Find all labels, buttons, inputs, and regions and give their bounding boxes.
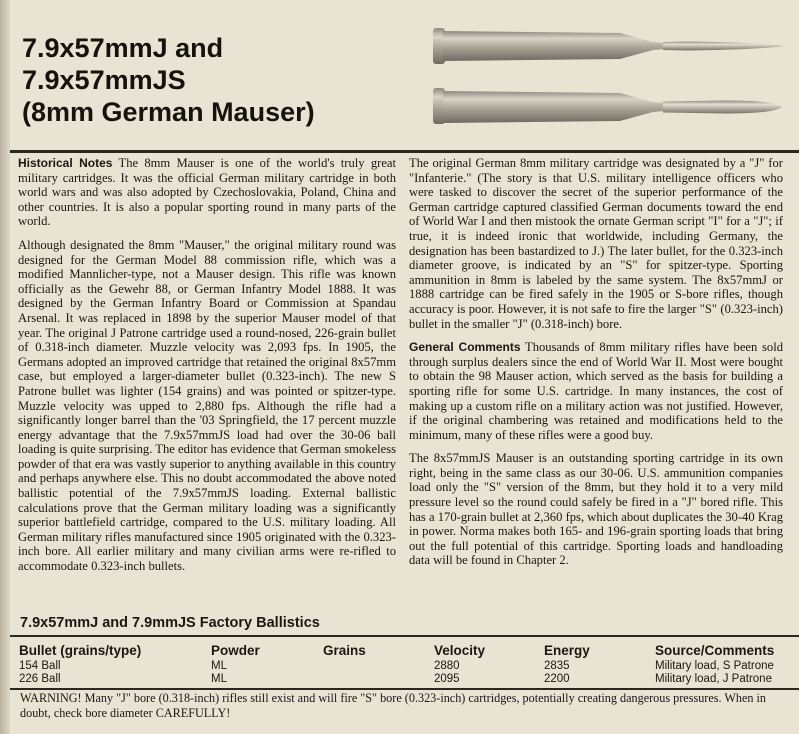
cell-powder: ML [211, 659, 227, 672]
general-comments-heading: General Comments [409, 340, 521, 355]
cell-grains [323, 659, 434, 673]
cell-energy: 2835 [544, 659, 570, 672]
title-line-1: 7.9x57mmJ and [22, 33, 224, 63]
cell-velocity: 2095 [434, 673, 460, 686]
cell-source: Military load, J Patrone [655, 673, 772, 686]
ballistics-bottom-rule [10, 688, 799, 690]
col-header-source: Source/Comments [655, 642, 775, 658]
cell-bullet: 226 Ball [19, 673, 61, 686]
left-column [18, 153, 396, 583]
ballistics-title: 7.9x57mmJ and 7.9mmJS Factory Ballistics [20, 615, 320, 631]
general-comments-text: Thousands of 8mm military rifles have been sold through surplus dealers since the end of World War II. Most were bought to obtain the 98 Mauser action, which served as the basis for building a sporting rifle for some U.S. cartridge. In many instances, the cost of making up a custom rifle on a military action was not justified. However, if the original chambering was retained and modifications held to the minimum, many of these rifles were a good buy. [409, 340, 783, 442]
cell-energy: 2200 [544, 673, 570, 686]
spitzer-cartridge [433, 28, 785, 64]
title-line-2: 7.9x57mmJS [22, 65, 186, 95]
warning-note: WARNING! Many "J" bore (0.318-inch) rifles still exist and will fire "S" bore (0.323-inch) cartridges, potentially creating dangerous pressures. When in doubt, check bore diameter CAREFULLY! [20, 691, 766, 720]
ballistics-top-rule [10, 635, 799, 637]
table-row [10, 673, 799, 687]
cell-powder: ML [211, 673, 227, 686]
col-header-bullet: Bullet (grains/type) [19, 642, 142, 658]
title-line-3: (8mm German Mauser) [22, 97, 315, 127]
right-column [409, 153, 783, 577]
col-header-grains: Grains [323, 642, 366, 658]
historical-notes-paragraph [18, 156, 396, 229]
round-nose-cartridge [433, 88, 782, 124]
general-comments-paragraph [409, 340, 783, 442]
col-header-velocity: Velocity [434, 642, 486, 658]
cell-grains [323, 673, 434, 687]
historical-notes-text: The 8mm Mauser is one of the world's truly great military cartridges. It was the official German military cartridge in both world wars and was also adopted by Czechoslovakia, Poland, China and other countries. It is also a popular sporting round in many parts of the world. [18, 156, 396, 229]
page-header [10, 0, 799, 150]
cartridge-photo [425, 14, 795, 144]
ballistics-header-row [10, 641, 799, 659]
cell-bullet: 154 Ball [19, 659, 61, 672]
designation-paragraph: The original German 8mm military cartridge was designated by a "J" for "Infanterie." (The story is that U.S. military intelligence officers who were tasked to discover the secret of the superior performance of the German cartridge captured classified German documents toward the end of World War I and then mistook the ornate German script "I" for a "J"; if true, it is indeed ironic that worldwide, including Germany, the designation has been bastardized to J.) The later bullet, for the 0.323-inch diameter groove, is indicated by an "S" for spitzer-type. Sporting ammunition in 8mm is labeled by the same system. The 8x57mmJ or 1888 cartridge can be fired safely in the 1905 or S-bore rifles, though accuracy is poor. However, it is not safe to fire the larger "S" (0.323-inch) bullet in the smaller "J" (0.318-inch) bore. [409, 156, 783, 331]
ballistics-section [10, 611, 799, 734]
cell-source: Military load, S Patrone [655, 659, 774, 672]
cell-velocity: 2880 [434, 659, 460, 672]
page-title [22, 32, 402, 128]
col-header-energy: Energy [544, 642, 590, 658]
sporting-paragraph: The 8x57mmJS Mauser is an outstanding sporting cartridge in its own right, being in the same class as our 30-06. U.S. ammunition companies load only the "S" version of the 8mm, but they hold it to a very mild pressure level so the round could safely be fired in a "J" bored rifle. This has a 170-grain bullet at 2,360 fps, which about duplicates the 30-40 Krag in power. Norma makes both 165- and 196-grain sporting loads that bring out the full potential of this cartridge. Sporting loads and handloading data will be found in Chapter 2. [409, 451, 783, 568]
col-header-powder: Powder [211, 642, 260, 658]
historical-notes-heading: Historical Notes [18, 156, 113, 170]
history-paragraph: Although designated the 8mm "Mauser," the original military round was designed for the German Model 88 commission rifle, which was a modified Mannlicher-type, not a Mauser design. This rifle was known officially as the Gewehr 88, or German Infantry Model 1888. It was designed by the German Infantry Board or Commission at Spandau Arsenal. It was replaced in 1898 by the superior Mauser model of that year. The original J Patrone cartridge used a round-nosed, 226-grain bullet of 0.318-inch diameter. Muzzle velocity was 2,093 fps. In 1905, the Germans adopted an improved cartridge that retained the original 8x57mm case, but employed a larger-diameter bullet (0.323-inch). The new S Patrone bullet was lighter (154 grains) and was pointed or spitzer-type. Muzzle velocity was upped to 2,880 fps. Although the rifle had a significantly longer barrel than the '03 Springfield, the 17 percent muzzle energy advantage that the 7.9x57mmJS load had over the 30-06 ball loading is quite surprising. The editor has evidence that German smokeless powder of that era was vastly superior to anything available in this country and perhaps anywhere else. This no doubt accommodated the above noted ballistic potential of the 7.9x57mmJS loading. External ballistic calculations prove that the German military loading was a significantly superior battlefield cartridge, compared to the U.S. military loading. All German military rifles manufactured since 1905 originated with the 0.323-inch bore. All earlier military and many civilian arms were re-rifled to accommodate 0.323-inch bullets. [18, 237, 396, 574]
ballistics-table [10, 641, 799, 686]
page-spine [0, 0, 10, 734]
table-row [10, 659, 799, 673]
